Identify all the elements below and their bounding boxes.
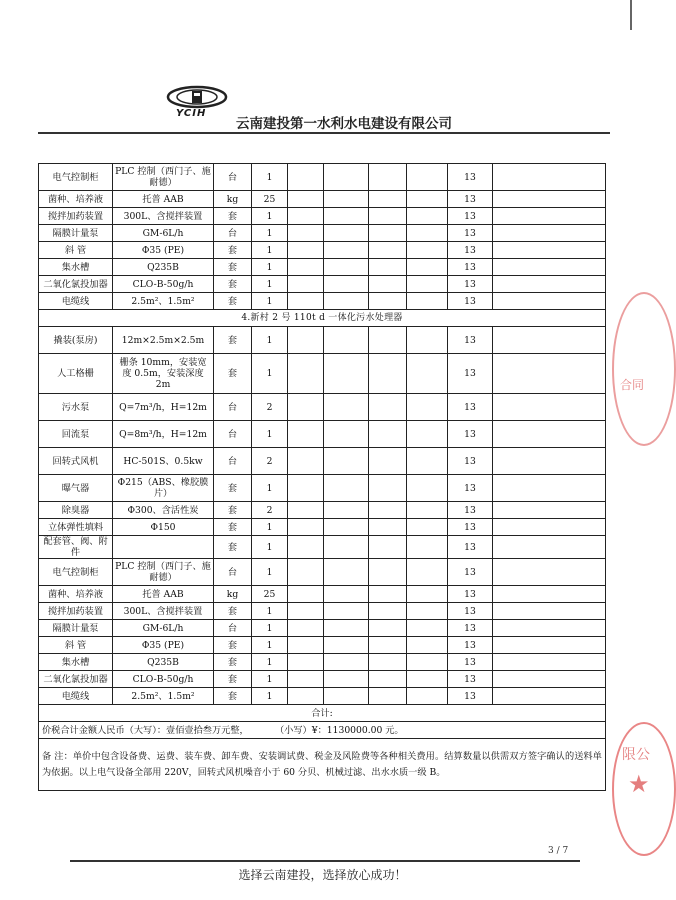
item-tax-rate: 13 — [448, 475, 493, 502]
subtotal-row — [39, 705, 606, 722]
empty-cell — [288, 475, 324, 502]
empty-cell — [493, 620, 606, 637]
empty-cell — [288, 421, 324, 448]
item-name: 菌种、培养液 — [39, 191, 113, 208]
item-spec: 栅条 10mm，安装宽度 0.5m，安装深度 2m — [113, 354, 214, 394]
item-tax-rate: 13 — [448, 671, 493, 688]
item-tax-rate: 13 — [448, 293, 493, 310]
item-name: 立体弹性填料 — [39, 519, 113, 536]
empty-cell — [288, 354, 324, 394]
item-tax-rate: 13 — [448, 225, 493, 242]
item-row — [39, 559, 606, 586]
company-name: 云南建投第一水利水电建设有限公司 — [236, 116, 452, 132]
quotation-table — [38, 163, 606, 791]
empty-cell — [407, 688, 448, 705]
item-spec: GM-6L/h — [113, 620, 214, 637]
empty-cell — [288, 688, 324, 705]
item-name: 回流泵 — [39, 421, 113, 448]
empty-cell — [493, 225, 606, 242]
item-spec: Q235B — [113, 654, 214, 671]
empty-cell — [407, 620, 448, 637]
empty-cell — [288, 225, 324, 242]
item-row — [39, 164, 606, 191]
item-qty: 2 — [252, 448, 288, 475]
item-tax-rate: 13 — [448, 559, 493, 586]
item-name: 二氧化氯投加器 — [39, 276, 113, 293]
item-row — [39, 536, 606, 559]
item-unit: 套 — [214, 637, 252, 654]
item-tax-rate: 13 — [448, 603, 493, 620]
item-row — [39, 293, 606, 310]
item-qty: 1 — [252, 475, 288, 502]
empty-cell — [324, 225, 369, 242]
item-spec: GM-6L/h — [113, 225, 214, 242]
item-tax-rate: 13 — [448, 191, 493, 208]
empty-cell — [288, 559, 324, 586]
item-qty: 1 — [252, 519, 288, 536]
empty-cell — [324, 671, 369, 688]
empty-cell — [288, 637, 324, 654]
item-qty: 1 — [252, 293, 288, 310]
empty-cell — [407, 448, 448, 475]
item-unit: 套 — [214, 654, 252, 671]
item-name: 除臭器 — [39, 502, 113, 519]
remark-text: 备 注：单价中包含设备费、运费、装车费、卸车费、安装调试费、税金及风险费等各种相关费用。结算数量以供需双方签字确认的送料单为依据。以上电气设备全部用 220V，回转式风机噪音小于 60 分贝、机械过滤、出水水质一级 B。 — [39, 739, 606, 791]
empty-cell — [369, 293, 407, 310]
item-spec: Q=7m³/h，H=12m — [113, 394, 214, 421]
header-rule — [38, 132, 610, 134]
empty-cell — [288, 502, 324, 519]
empty-cell — [324, 354, 369, 394]
item-row — [39, 620, 606, 637]
empty-cell — [493, 586, 606, 603]
item-name: 电气控制柜 — [39, 164, 113, 191]
empty-cell — [369, 225, 407, 242]
item-spec: Q235B — [113, 259, 214, 276]
item-name: 菌种、培养液 — [39, 586, 113, 603]
item-unit: 套 — [214, 688, 252, 705]
item-spec: 托普 AAB — [113, 191, 214, 208]
item-tax-rate: 13 — [448, 164, 493, 191]
item-tax-rate: 13 — [448, 620, 493, 637]
item-row — [39, 475, 606, 502]
empty-cell — [369, 191, 407, 208]
item-row — [39, 502, 606, 519]
empty-cell — [369, 586, 407, 603]
item-unit: 套 — [214, 354, 252, 394]
empty-cell — [324, 421, 369, 448]
empty-cell — [493, 164, 606, 191]
item-unit: 套 — [214, 475, 252, 502]
item-qty: 1 — [252, 603, 288, 620]
empty-cell — [288, 671, 324, 688]
company-seal: 合同 — [612, 292, 676, 446]
subtotal-label: 合计: — [39, 705, 606, 722]
empty-cell — [493, 502, 606, 519]
empty-cell — [288, 519, 324, 536]
item-qty: 1 — [252, 164, 288, 191]
empty-cell — [493, 421, 606, 448]
empty-cell — [493, 688, 606, 705]
item-tax-rate: 13 — [448, 394, 493, 421]
footer-rule — [70, 860, 580, 862]
item-qty: 2 — [252, 502, 288, 519]
empty-cell — [493, 671, 606, 688]
item-name: 污水泵 — [39, 394, 113, 421]
empty-cell — [369, 421, 407, 448]
item-row — [39, 327, 606, 354]
empty-cell — [493, 394, 606, 421]
item-name: 曝气器 — [39, 475, 113, 502]
item-row — [39, 225, 606, 242]
item-row — [39, 688, 606, 705]
letterhead — [0, 80, 645, 140]
item-spec: Φ35 (PE) — [113, 242, 214, 259]
empty-cell — [369, 394, 407, 421]
item-unit: 台 — [214, 448, 252, 475]
item-qty: 1 — [252, 327, 288, 354]
item-tax-rate: 13 — [448, 354, 493, 394]
empty-cell — [407, 654, 448, 671]
section-row — [39, 310, 606, 327]
empty-cell — [288, 394, 324, 421]
empty-cell — [493, 654, 606, 671]
empty-cell — [407, 164, 448, 191]
item-row — [39, 519, 606, 536]
empty-cell — [369, 519, 407, 536]
empty-cell — [407, 586, 448, 603]
section-title: 4.新村 2 号 110t d 一体化污水处理器 — [39, 310, 606, 327]
empty-cell — [324, 654, 369, 671]
empty-cell — [493, 191, 606, 208]
company-seal-2: 限公 ★ — [612, 722, 676, 856]
item-row — [39, 354, 606, 394]
item-unit: 套 — [214, 276, 252, 293]
empty-cell — [493, 208, 606, 225]
item-qty: 1 — [252, 671, 288, 688]
item-unit: 套 — [214, 519, 252, 536]
item-tax-rate: 13 — [448, 502, 493, 519]
item-qty: 1 — [252, 536, 288, 559]
empty-cell — [324, 448, 369, 475]
item-tax-rate: 13 — [448, 519, 493, 536]
item-spec: Φ300、含活性炭 — [113, 502, 214, 519]
item-qty: 1 — [252, 259, 288, 276]
empty-cell — [324, 688, 369, 705]
item-tax-rate: 13 — [448, 327, 493, 354]
empty-cell — [324, 394, 369, 421]
item-row — [39, 259, 606, 276]
empty-cell — [407, 208, 448, 225]
empty-cell — [407, 671, 448, 688]
empty-cell — [369, 327, 407, 354]
item-name: 电气控制柜 — [39, 559, 113, 586]
empty-cell — [493, 559, 606, 586]
item-row — [39, 448, 606, 475]
item-tax-rate: 13 — [448, 654, 493, 671]
empty-cell — [369, 688, 407, 705]
item-name: 集水槽 — [39, 654, 113, 671]
item-spec: 2.5m²、1.5m² — [113, 293, 214, 310]
item-spec: CLO-B-50g/h — [113, 276, 214, 293]
item-tax-rate: 13 — [448, 536, 493, 559]
empty-cell — [369, 654, 407, 671]
empty-cell — [324, 276, 369, 293]
item-tax-rate: 13 — [448, 259, 493, 276]
empty-cell — [288, 164, 324, 191]
item-tax-rate: 13 — [448, 448, 493, 475]
empty-cell — [407, 536, 448, 559]
empty-cell — [288, 259, 324, 276]
item-qty: 1 — [252, 637, 288, 654]
empty-cell — [369, 354, 407, 394]
item-spec — [113, 536, 214, 559]
empty-cell — [407, 276, 448, 293]
item-row — [39, 637, 606, 654]
item-unit: 台 — [214, 164, 252, 191]
item-row — [39, 191, 606, 208]
empty-cell — [493, 293, 606, 310]
item-row — [39, 603, 606, 620]
empty-cell — [493, 603, 606, 620]
empty-cell — [288, 293, 324, 310]
empty-cell — [493, 519, 606, 536]
item-qty: 1 — [252, 654, 288, 671]
company-logo-icon — [166, 86, 228, 108]
empty-cell — [324, 536, 369, 559]
empty-cell — [324, 259, 369, 276]
item-unit: 台 — [214, 421, 252, 448]
empty-cell — [324, 208, 369, 225]
empty-cell — [288, 536, 324, 559]
item-row — [39, 421, 606, 448]
empty-cell — [493, 637, 606, 654]
item-spec: 托普 AAB — [113, 586, 214, 603]
item-name: 搅拌加药装置 — [39, 208, 113, 225]
item-unit: 套 — [214, 259, 252, 276]
empty-cell — [407, 394, 448, 421]
empty-cell — [407, 259, 448, 276]
empty-cell — [493, 327, 606, 354]
empty-cell — [407, 327, 448, 354]
item-tax-rate: 13 — [448, 688, 493, 705]
item-unit: 套 — [214, 536, 252, 559]
empty-cell — [324, 586, 369, 603]
item-unit: 套 — [214, 671, 252, 688]
item-name: 集水槽 — [39, 259, 113, 276]
empty-cell — [288, 586, 324, 603]
empty-cell — [407, 559, 448, 586]
empty-cell — [288, 654, 324, 671]
item-qty: 25 — [252, 191, 288, 208]
item-row — [39, 654, 606, 671]
item-tax-rate: 13 — [448, 637, 493, 654]
empty-cell — [369, 536, 407, 559]
empty-cell — [288, 242, 324, 259]
empty-cell — [369, 502, 407, 519]
empty-cell — [493, 259, 606, 276]
empty-cell — [324, 637, 369, 654]
footer-slogan: 选择云南建投，选择放心成功！ — [238, 868, 407, 882]
logo-text: YCIH — [176, 108, 207, 119]
empty-cell — [288, 327, 324, 354]
empty-cell — [407, 225, 448, 242]
empty-cell — [369, 208, 407, 225]
empty-cell — [288, 603, 324, 620]
item-qty: 25 — [252, 586, 288, 603]
page-edge-mark — [630, 0, 632, 30]
item-name: 搅拌加药装置 — [39, 603, 113, 620]
item-row — [39, 208, 606, 225]
item-name: 斜 管 — [39, 637, 113, 654]
item-spec: CLO-B-50g/h — [113, 671, 214, 688]
empty-cell — [407, 603, 448, 620]
item-spec: Φ215（ABS、橡胶膜片） — [113, 475, 214, 502]
item-spec: 12m×2.5m×2.5m — [113, 327, 214, 354]
item-spec: PLC 控制（西门子、施耐德） — [113, 559, 214, 586]
item-spec: 2.5m²、1.5m² — [113, 688, 214, 705]
item-spec: 300L、含搅拌装置 — [113, 603, 214, 620]
item-row — [39, 242, 606, 259]
empty-cell — [324, 475, 369, 502]
item-row — [39, 586, 606, 603]
empty-cell — [407, 354, 448, 394]
item-row — [39, 394, 606, 421]
item-unit: 套 — [214, 293, 252, 310]
empty-cell — [288, 208, 324, 225]
empty-cell — [288, 191, 324, 208]
item-spec: Q=8m³/h，H=12m — [113, 421, 214, 448]
empty-cell — [407, 475, 448, 502]
item-tax-rate: 13 — [448, 421, 493, 448]
item-qty: 1 — [252, 620, 288, 637]
empty-cell — [288, 620, 324, 637]
empty-cell — [493, 448, 606, 475]
empty-cell — [369, 242, 407, 259]
total-amount-text: 价税合计金额人民币（大写）：壹佰壹拾叁万元整， （小写）¥：1130000.00 元。 — [39, 722, 606, 739]
item-qty: 1 — [252, 242, 288, 259]
empty-cell — [324, 164, 369, 191]
item-spec: PLC 控制（西门子、施耐德） — [113, 164, 214, 191]
item-unit: 套 — [214, 242, 252, 259]
item-name: 斜 管 — [39, 242, 113, 259]
item-qty: 1 — [252, 688, 288, 705]
item-spec: Φ35 (PE) — [113, 637, 214, 654]
item-row — [39, 671, 606, 688]
item-name: 隔膜计量泵 — [39, 225, 113, 242]
item-name: 电缆线 — [39, 688, 113, 705]
empty-cell — [369, 637, 407, 654]
empty-cell — [407, 421, 448, 448]
item-spec: 300L、含搅拌装置 — [113, 208, 214, 225]
item-qty: 1 — [252, 559, 288, 586]
empty-cell — [324, 519, 369, 536]
item-qty: 1 — [252, 354, 288, 394]
remark-row — [39, 739, 606, 791]
empty-cell — [369, 559, 407, 586]
item-tax-rate: 13 — [448, 242, 493, 259]
item-name: 二氧化氯投加器 — [39, 671, 113, 688]
empty-cell — [493, 475, 606, 502]
item-name: 回转式风机 — [39, 448, 113, 475]
empty-cell — [324, 242, 369, 259]
item-unit: kg — [214, 191, 252, 208]
empty-cell — [324, 293, 369, 310]
item-unit: 套 — [214, 208, 252, 225]
item-qty: 1 — [252, 421, 288, 448]
empty-cell — [407, 519, 448, 536]
empty-cell — [369, 259, 407, 276]
total-row — [39, 722, 606, 739]
empty-cell — [369, 164, 407, 191]
empty-cell — [407, 242, 448, 259]
item-unit: 套 — [214, 502, 252, 519]
empty-cell — [324, 502, 369, 519]
empty-cell — [369, 276, 407, 293]
item-name: 撬装(泵房) — [39, 327, 113, 354]
empty-cell — [369, 448, 407, 475]
empty-cell — [324, 559, 369, 586]
item-name: 电缆线 — [39, 293, 113, 310]
item-tax-rate: 13 — [448, 276, 493, 293]
item-qty: 1 — [252, 208, 288, 225]
item-unit: 套 — [214, 327, 252, 354]
item-row — [39, 276, 606, 293]
empty-cell — [493, 276, 606, 293]
empty-cell — [324, 191, 369, 208]
item-unit: kg — [214, 586, 252, 603]
item-spec: HC-501S、0.5kw — [113, 448, 214, 475]
empty-cell — [493, 354, 606, 394]
empty-cell — [324, 603, 369, 620]
item-unit: 台 — [214, 225, 252, 242]
empty-cell — [407, 293, 448, 310]
item-qty: 1 — [252, 225, 288, 242]
empty-cell — [324, 327, 369, 354]
empty-cell — [407, 502, 448, 519]
item-name: 隔膜计量泵 — [39, 620, 113, 637]
item-tax-rate: 13 — [448, 208, 493, 225]
empty-cell — [493, 242, 606, 259]
item-name: 人工格栅 — [39, 354, 113, 394]
empty-cell — [324, 620, 369, 637]
empty-cell — [369, 671, 407, 688]
item-qty: 2 — [252, 394, 288, 421]
empty-cell — [369, 620, 407, 637]
item-unit: 套 — [214, 603, 252, 620]
empty-cell — [407, 637, 448, 654]
empty-cell — [493, 536, 606, 559]
page-number: 3 / 7 — [548, 846, 569, 856]
empty-cell — [369, 475, 407, 502]
empty-cell — [288, 448, 324, 475]
item-spec: Φ150 — [113, 519, 214, 536]
item-qty: 1 — [252, 276, 288, 293]
item-name: 配套管、阀、附件 — [39, 536, 113, 559]
empty-cell — [407, 191, 448, 208]
item-unit: 台 — [214, 620, 252, 637]
item-unit: 台 — [214, 559, 252, 586]
item-tax-rate: 13 — [448, 586, 493, 603]
empty-cell — [369, 603, 407, 620]
empty-cell — [288, 276, 324, 293]
item-unit: 台 — [214, 394, 252, 421]
